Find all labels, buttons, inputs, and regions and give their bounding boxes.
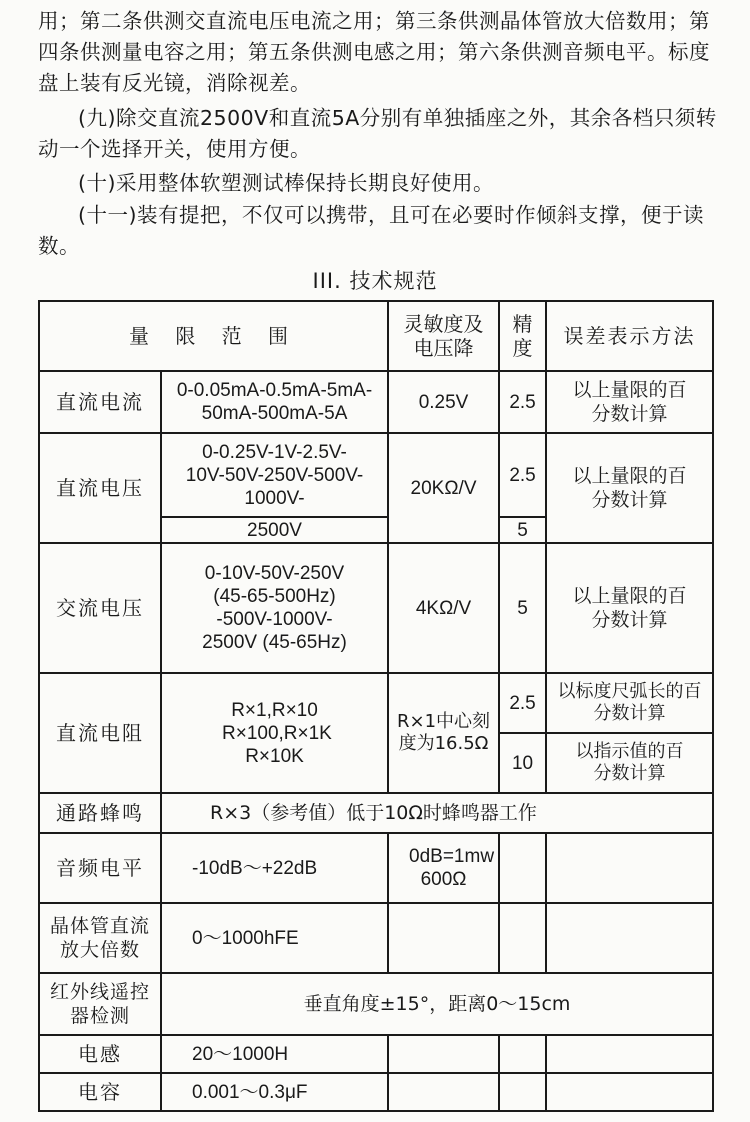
table-row bbox=[39, 673, 713, 733]
dc-resistance-error-arc: 以标度尺弧长的百分数计算 bbox=[546, 673, 713, 733]
table-row bbox=[39, 793, 713, 833]
dc-voltage-sensitivity: 20KΩ/V bbox=[388, 433, 499, 543]
header-accuracy: 精度 bbox=[499, 301, 546, 371]
audio-level-range: -10dB～+22dB bbox=[161, 833, 388, 903]
hfe-range: 0～1000hFE bbox=[161, 903, 388, 973]
row-label-ac-voltage: 交流电压 bbox=[39, 543, 161, 673]
header-error: 误差表示方法 bbox=[546, 301, 713, 371]
row-label-buzzer: 通路蜂鸣 bbox=[39, 793, 161, 833]
row-label-capacitance: 电容 bbox=[39, 1073, 161, 1111]
paragraph-item-11: (十一)装有提把，不仅可以携带，且可在必要时作倾斜支撑，便于读数。 bbox=[38, 203, 704, 258]
capacitance-error-empty bbox=[546, 1073, 713, 1111]
table-row bbox=[39, 833, 713, 903]
inductance-range: 20～1000H bbox=[161, 1035, 388, 1073]
ac-voltage-sensitivity: 4KΩ/V bbox=[388, 543, 499, 673]
dc-current-sensitivity: 0.25V bbox=[388, 371, 499, 433]
dc-resistance-error-indicated: 以指示值的百分数计算 bbox=[546, 733, 713, 793]
dc-resistance-accuracy-arc: 2.5 bbox=[499, 673, 546, 733]
dc-current-range: 0-0.05mA-0.5mA-5mA-50mA-500mA-5A bbox=[161, 371, 388, 433]
table-row bbox=[39, 973, 713, 1035]
row-label-audio-level: 音频电平 bbox=[39, 833, 161, 903]
table-row bbox=[39, 1035, 713, 1073]
table-row bbox=[39, 371, 713, 433]
table-row bbox=[39, 903, 713, 973]
section-title: III. 技术规范 bbox=[312, 269, 438, 293]
dc-current-error: 以上量限的百分数计算 bbox=[546, 371, 713, 433]
row-label-inductance: 电感 bbox=[39, 1035, 161, 1073]
dc-resistance-range: R×1,R×10 R×100,R×1K R×10K bbox=[161, 673, 388, 793]
table-header-row bbox=[39, 301, 713, 371]
dc-voltage-error: 以上量限的百分数计算 bbox=[546, 433, 713, 543]
table-row bbox=[39, 543, 713, 673]
dc-resistance-accuracy-indicated: 10 bbox=[499, 733, 546, 793]
ac-voltage-range: 0-10V-50V-250V (45-65-500Hz) -500V-1000V-2500V (45-65Hz) bbox=[161, 543, 388, 673]
capacitance-accuracy-empty bbox=[499, 1073, 546, 1111]
dc-voltage-accuracy: 2.5 bbox=[499, 433, 546, 517]
dc-resistance-sensitivity: R×1中心刻度为16.5Ω bbox=[388, 673, 499, 793]
row-label-dc-resistance: 直流电阻 bbox=[39, 673, 161, 793]
inductance-sensitivity-empty bbox=[388, 1035, 499, 1073]
audio-level-error-empty bbox=[546, 833, 713, 903]
paragraph-item-10: (十)采用整体软塑测试棒保持长期良好使用。 bbox=[78, 171, 494, 195]
buzzer-value: R×3（参考值）低于10Ω时蜂鸣器工作 bbox=[161, 793, 713, 833]
dc-current-accuracy: 2.5 bbox=[499, 371, 546, 433]
row-label-dc-current: 直流电流 bbox=[39, 371, 161, 433]
row-label-ir: 红外线遥控器检测 bbox=[39, 973, 161, 1035]
paragraph-item-9: (九)除交直流2500V和直流5A分别有单独插座之外，其余各档只须转动一个选择开关，使用方便。 bbox=[38, 106, 717, 161]
inductance-accuracy-empty bbox=[499, 1035, 546, 1073]
table-row bbox=[39, 1073, 713, 1111]
capacitance-range: 0.001～0.3μF bbox=[161, 1073, 388, 1111]
audio-level-sensitivity: 0dB=1mw 600Ω bbox=[388, 833, 499, 903]
row-label-dc-voltage: 直流电压 bbox=[39, 433, 161, 543]
hfe-error-empty bbox=[546, 903, 713, 973]
ac-voltage-accuracy: 5 bbox=[499, 543, 546, 673]
hfe-accuracy-empty bbox=[499, 903, 546, 973]
header-sensitivity: 灵敏度及电压降 bbox=[388, 301, 499, 371]
dc-voltage-accuracy-2500: 5 bbox=[499, 517, 546, 543]
header-range: 量 限 范 围 bbox=[39, 301, 388, 371]
hfe-sensitivity-empty bbox=[388, 903, 499, 973]
audio-level-accuracy-empty bbox=[499, 833, 546, 903]
dc-voltage-range: 0-0.25V-1V-2.5V-10V-50V-250V-500V-1000V- bbox=[161, 433, 388, 517]
ac-voltage-error: 以上量限的百分数计算 bbox=[546, 543, 713, 673]
inductance-error-empty bbox=[546, 1035, 713, 1073]
table-row bbox=[39, 433, 713, 517]
paragraph-intro: 用；第二条供测交直流电压电流之用；第三条供测晶体管放大倍数用；第四条供测量电容之用；第五条供测电感之用；第六条供测音频电平。标度盘上装有反光镜，消除视差。 bbox=[38, 9, 710, 95]
ir-value: 垂直角度±15°，距离0～15cm bbox=[161, 973, 713, 1035]
row-label-hfe: 晶体管直流放大倍数 bbox=[39, 903, 161, 973]
spec-table bbox=[38, 300, 714, 1112]
dc-voltage-range-2500: 2500V bbox=[161, 517, 388, 543]
capacitance-sensitivity-empty bbox=[388, 1073, 499, 1111]
